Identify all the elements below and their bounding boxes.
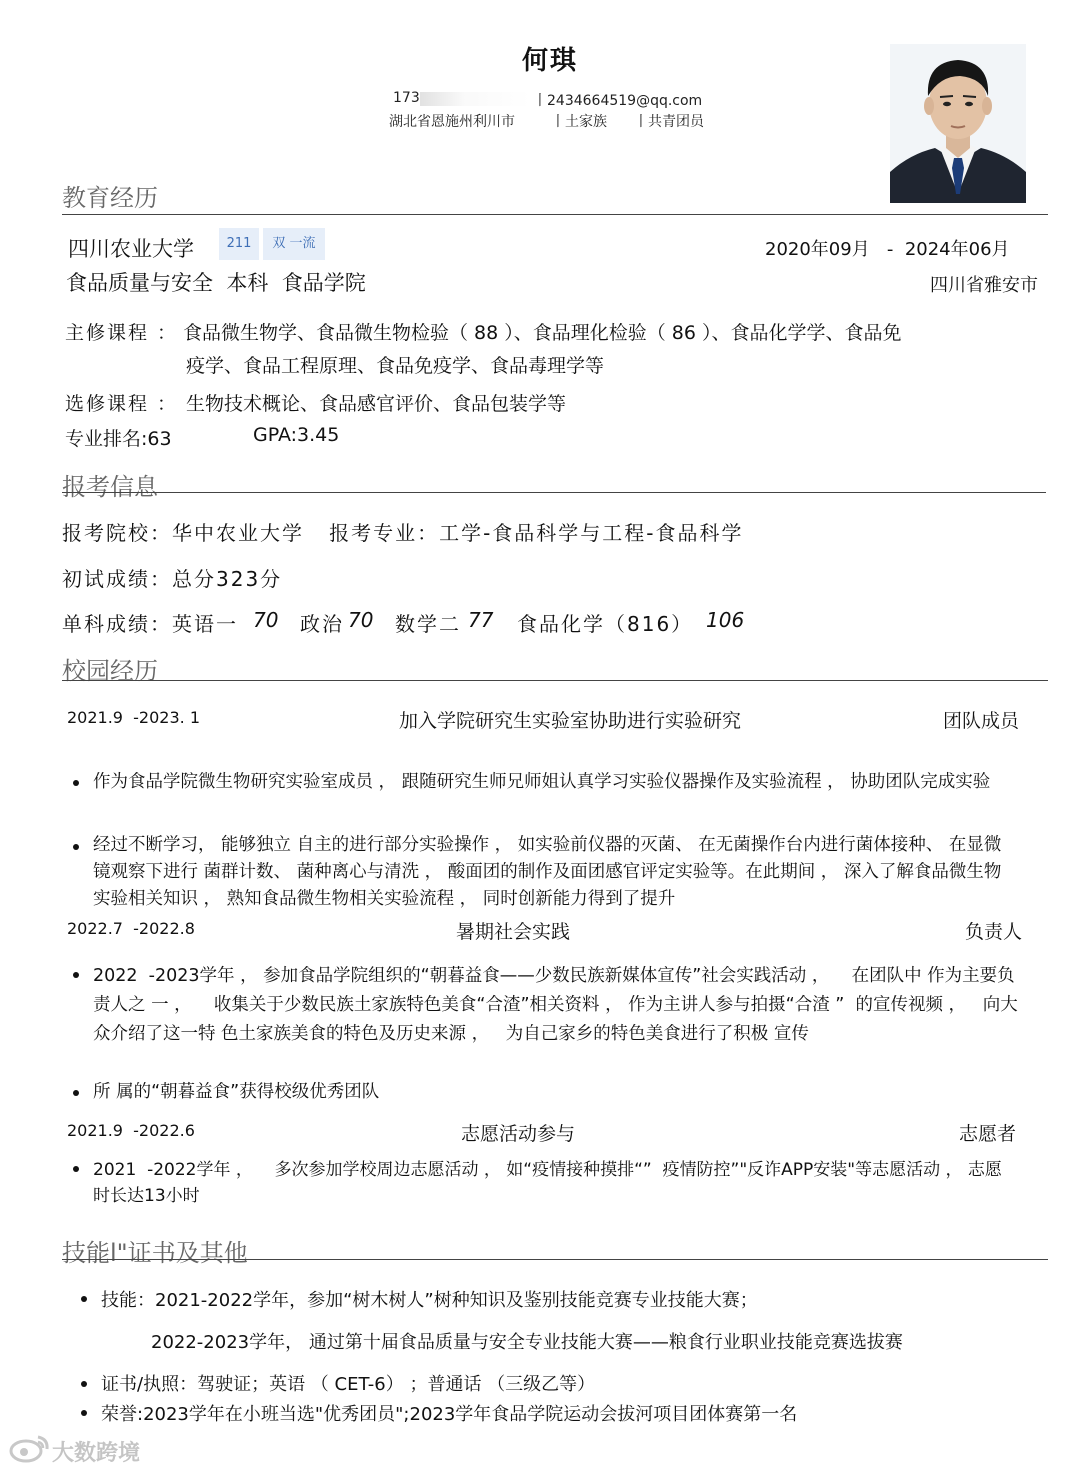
section-title-education: 教育经历: [62, 184, 158, 212]
score-politics: 70: [348, 608, 374, 632]
exam-target: 报考院校：华中农业大学 报考专业：工学-食品科学与工程-食品科学: [62, 521, 744, 545]
exam-scores-label: 单科成绩：英语一: [62, 612, 238, 636]
skills-line-1: 技能：2021-2022学年，参加“树木树人”树种知识及鉴别技能竞赛专业技能大赛；: [101, 1290, 758, 1311]
bullet-dot: [81, 1296, 87, 1302]
campus-item-date: 2022.7 -2022.8: [67, 919, 195, 938]
campus-item-date: 2021.9 -2023. 1: [67, 708, 200, 727]
campus-bullet: 所 属的“朝暮益食”获得校级优秀团队: [93, 1082, 380, 1102]
core-courses-label: 主修课程 ：: [65, 322, 179, 344]
campus-bullet: 作为食品学院微生物研究实验室成员 ， 跟随研究生师兄师姐认真学习实验仪器操作及实验流程 ， 协助团队完成实验: [93, 772, 991, 792]
school-name: 四川农业大学: [68, 237, 194, 261]
math-label: 数学二: [395, 612, 461, 636]
school-location: 四川省雅安市: [930, 275, 1038, 296]
tag-211: 211: [219, 228, 259, 260]
divider: [62, 1259, 1048, 1260]
watermark-text: 大数跨境: [52, 1441, 141, 1466]
tag-double-first-class: 双 一流: [263, 228, 325, 260]
campus-bullet: 2021 -2022学年 ， 多次参加学校周边志愿活动 ， 如“疫情接种摸排“” 疫情防控”"反诈APP安装"等志愿活动 ， 志愿时长达13小时: [93, 1160, 1002, 1206]
campus-item-title: 暑期社会实践: [456, 921, 571, 943]
email: 丨2434664519@qq.com: [533, 93, 703, 109]
campus-item-role: 负责人: [965, 921, 1023, 943]
gpa: GPA:3.45: [253, 424, 340, 446]
food-chemistry-label: 食品化学（816）: [517, 612, 694, 636]
politics-label: 政治: [300, 612, 344, 636]
ethnicity: 丨土家族: [551, 114, 607, 130]
bullet-dot: [81, 1410, 87, 1416]
elective-courses: 生物技术概论、食品感官评价、食品包装学等: [186, 393, 567, 415]
honors: 荣誉:2023学年在小班当选"优秀团员";2023学年食品学院运动会拔河项目团体赛第一名: [101, 1404, 798, 1425]
elective-courses-label: 选修课程 ：: [65, 393, 179, 415]
skills-line-2: 2022-2023学年， 通过第十届食品质量与安全专业技能大赛——粮食行业职业技能竞赛选拔赛: [151, 1332, 903, 1353]
section-title-campus: 校园经历: [62, 657, 158, 685]
core-courses-line2: 疫学、食品工程原理、食品免疫学、食品毒理学等: [186, 355, 605, 377]
score-math: 77: [468, 608, 494, 632]
campus-item-title: 志愿活动参与: [461, 1123, 576, 1145]
major-rank: 专业排名:63: [65, 428, 172, 450]
campus-bullet: 经过不断学习， 能够独立 自主的进行部分实验操作 ， 如实验前仪器的灭菌、 在无菌操作台内进行菌体接种、 在显微镜观察下进行 菌群计数、 菌种离心与清洗 ， 酸面团的制作及面团感官评定实验等。在此期间 ， 深入了解食品微生物实验相关知识 ， 熟知食品微生物相关实验流程 ， 同时创新能力得到了提升: [93, 835, 1002, 909]
campus-item-role: 志愿者: [959, 1123, 1017, 1145]
bullet-dot: [73, 1090, 79, 1096]
campus-item-role: 团队成员: [943, 710, 1020, 732]
certificates: 证书/执照：驾驶证；英语 （ CET-6） ；普通话 （三级乙等）: [101, 1374, 596, 1395]
address: 湖北省恩施州利川市: [389, 114, 515, 130]
section-title-skills: 技能l"证书及其他: [62, 1239, 248, 1267]
bullet-dot: [73, 1166, 79, 1172]
campus-bullet: 2022 -2023学年 ， 参加食品学院组织的“朝暮益食——少数民族新媒体宣传”社会实践活动 ， 在团队中 作为主要负责人之 一 ， 收集关于少数民族土家族特色美食“合渣”相关资料 ， 作为主讲人参与拍摄“合渣 ” 的宣传视频 ， 向大众介绍了这一特 色土家族美食的特色及历史来源 ， 为自己家乡的特色美食进行了积极 宣传: [93, 966, 1018, 1044]
major: 食品质量与安全 本科 食品学院: [66, 271, 366, 295]
profile-photo: [890, 44, 1026, 203]
bullet-dot: [73, 780, 79, 786]
divider: [62, 680, 1048, 681]
campus-item-date: 2021.9 -2022.6: [67, 1121, 195, 1140]
bullet-dot: [73, 972, 79, 978]
political-status: 丨共青团员: [634, 114, 704, 130]
exam-total-score: 初试成绩：总分323分: [62, 567, 283, 591]
section-title-exam: 报考信息: [62, 473, 158, 501]
phone-number: 173: [393, 90, 420, 106]
candidate-name: 何琪: [522, 46, 579, 76]
phone-redaction: [420, 92, 530, 106]
score-english: 70: [253, 608, 279, 632]
bullet-dot: [73, 844, 79, 850]
divider: [62, 214, 1048, 215]
bullet-dot: [81, 1381, 87, 1387]
education-dates: 2020年09月 - 2024年06月: [765, 239, 1010, 260]
core-courses-line1: 食品微生物学、食品微生物检验（ 88 ）、食品理化检验（ 86 ）、食品化学学、食品免: [183, 322, 902, 344]
campus-item-title: 加入学院研究生实验室协助进行实验研究: [399, 710, 742, 732]
weibo-logo-icon: [8, 1433, 52, 1463]
divider: [62, 492, 1046, 493]
score-food-chemistry: 106: [706, 608, 745, 632]
